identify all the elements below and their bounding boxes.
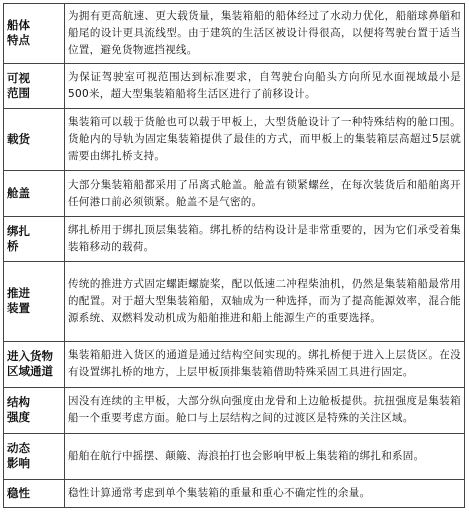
document-page [3,3,465,508]
row-description-cell [65,433,465,479]
table-row [4,108,465,171]
row-label-line: 可视 [7,70,30,85]
row-label-cell [4,108,65,171]
row-label-cell [4,63,65,108]
row-description: 为保证驾驶室可视范围达到标准要求，自驾驶台向船头方向所见水面视域最小是500米，超大型集装箱船将生活区进行了前移设计。 [68,70,461,100]
row-label-cell [4,171,65,217]
table-row [4,341,465,387]
row-label-cell [4,217,65,262]
row-description-cell [65,262,465,341]
row-description: 船舶在航行中摇摆、颠簸、海浪拍打也会影响甲板上集装箱的绑扎和系固。 [68,449,425,462]
row-label-line: 影响 [7,456,30,471]
row-description-cell [65,171,465,217]
row-description: 因没有连续的主甲板，大部分纵向强度由龙骨和上边舱板提供。抗扭强度是集装箱船一个重要考虑方面。舱口与上层结构之间的过渡区是特殊的关注区域。 [68,395,461,425]
row-label-line: 舱盖 [7,186,30,201]
row-label-line: 进入货物 [7,349,53,364]
row-description-cell [65,387,465,433]
row-label-cell [4,341,65,387]
row-description: 大部分集装箱船都采用了吊离式舱盖。舱盖有锁紧螺丝，在每次装货后和船舶离开任何港口前必须锁紧。舱盖不是气密的。 [68,178,461,208]
table-row [4,479,465,507]
row-label-line: 绑扎 [7,224,30,239]
row-description: 集装箱可以载于货舱也可以载于甲板上，大型货舱设计了一种特殊结构的舱口围。货舱内的导轨为固定集装箱提供了最佳的方式，而甲板上的集装箱层高超过5层就需要由绑扎桥支持。 [68,115,461,162]
row-description: 集装箱船进入货区的通道是通过结构空间实现的。绑扎桥便于进入上层货区。在没有设置绑扎桥的地方，上层甲板顶排集装箱借助特殊采固工具进行固定。 [68,349,461,379]
table-row [4,433,465,479]
row-label-line: 载货 [7,131,30,146]
row-label-line: 结构 [7,395,30,410]
row-description: 传统的推进方式固定螺距螺旋桨，配以低速二冲程柴油机，仍然是集装箱船最常用的配置。对于超大型集装箱船，双轴成为一种选择，而为了提高能源效率，混合能源系统、双燃料发动机成为船舶推进和船上能源生产的重要选择。 [68,277,461,324]
row-label-line: 范围 [7,85,30,100]
table-row [4,4,465,64]
table-row [4,217,465,262]
table-row [4,262,465,341]
row-description: 绑扎桥用于绑扎顶层集装箱。绑扎桥的结构设计是非常重要的，因为它们承受着集装箱移动的载荷。 [68,224,461,254]
row-label-line: 动态 [7,441,30,456]
row-description: 为拥有更高航速、更大载货量，集装箱船的船体经过了水动力优化，船艏球鼻艏和船尾的设计更具流线型。由于建筑的生活区被设计得很高，以便将驾驶台置于适当位置，避免货物遮挡视线。 [68,9,461,56]
row-description-cell [65,108,465,171]
row-description-cell [65,479,465,507]
row-label-line: 推进 [7,286,30,301]
row-label-line: 稳性 [7,485,30,500]
row-label-line: 装置 [7,301,30,316]
table-body [4,4,465,508]
row-label-cell [4,387,65,433]
row-label-line: 船体 [7,18,30,33]
row-label-line: 特点 [7,33,30,48]
table-row [4,387,465,433]
table-row [4,171,465,217]
row-description-cell [65,63,465,108]
row-label-cell [4,4,65,64]
row-label-line: 区域通道 [7,364,53,379]
row-description: 稳性计算通常考虑到单个集装箱的重量和重心不确定性的余量。 [68,486,371,499]
row-label-cell [4,262,65,341]
row-label-line: 强度 [7,410,30,425]
row-label-cell [4,479,65,507]
row-description-cell [65,341,465,387]
row-description-cell [65,4,465,64]
row-label-line: 桥 [7,239,19,254]
row-description-cell [65,217,465,262]
container-ship-features-table [3,3,465,508]
row-label-cell [4,433,65,479]
table-row [4,63,465,108]
